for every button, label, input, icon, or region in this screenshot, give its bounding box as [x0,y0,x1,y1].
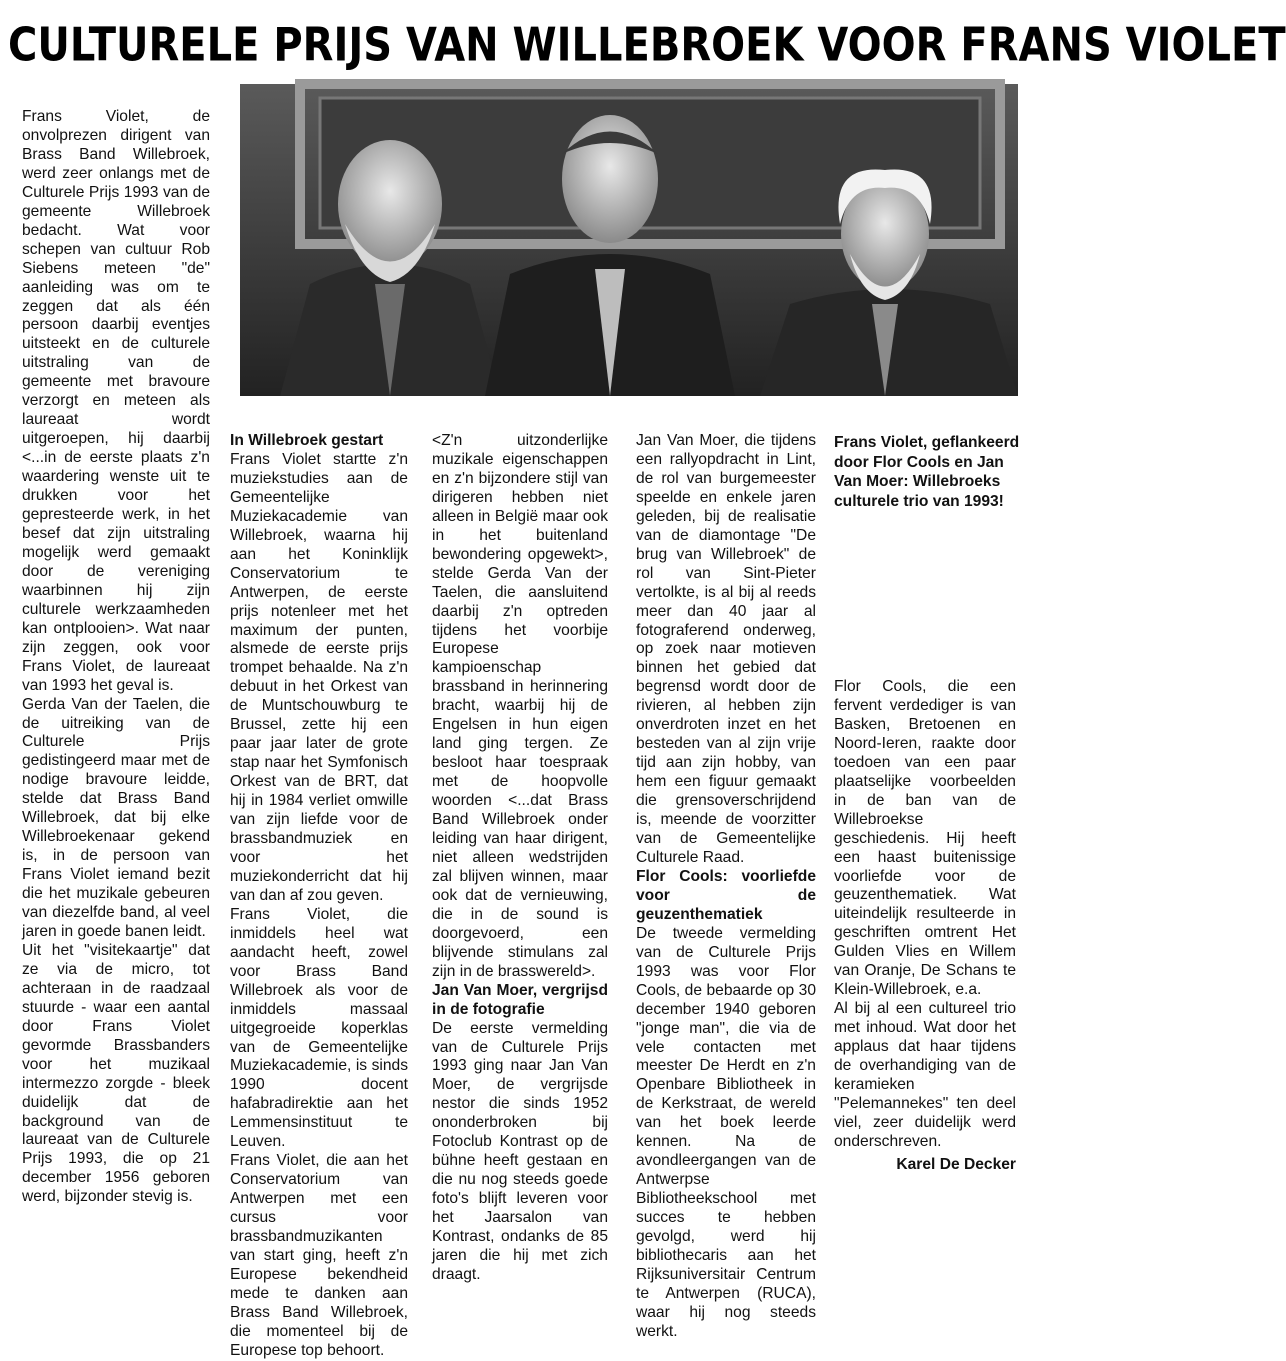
quote-paragraph: <Z'n uitzonderlijke muzikale eigenschappen en z'n bijzondere stijl van dirigeren hebben niet alleen in België maar ook in het buitenland bewondering opgewekt>, stelde Gerda Van der Taelen, die aansluitend daarbij z'n optreden tijdens het voorbije Europese kampioenschap brassband in herinnering bracht, waarbij hij de Engelsen in hun eigen land ging tergen. Ze besloot haar toespraak met de hoopvolle woorden <...dat Brass Band Willebroek onder leiding van haar dirigent, niet alleen wedstrijden zal blijven winnen, maar ook dat de vernieuwing, die in de sound is doorgevoerd, een blijvende stimulans zal zijn in de brasswereld>. [432,432,608,980]
photo-caption: Frans Violet, geflankeerd door Flor Cools en Jan Van Moer: Willebroeks culturele trio van 1993! [834,434,1020,510]
column-2 [230,432,408,1361]
subheading-flor-cools: Flor Cools: voorliefde voor de geuzenthematiek [636,867,816,923]
verdediger-paragraph: Flor Cools, die een fervent verdediger is van Basken, Bretoenen en Noord-Ieren, raakte door toedoen van een paar plaatselijke voorbeelden in de ban van de Willebroekse geschiedenis. Hij heeft een haast buitenissige voorliefde voor de geuzenthematiek. Wat uiteindelijk resulteerde in geschriften omtrent Het Gulden Vlies en Willem van Oranje, De Schans te Klein-Willebroek, e.a. [834,678,1016,999]
press-photo [240,84,1018,396]
conservatorium-paragraph: Frans Violet, die aan het Conservatorium van Antwerpen met een cursus voor brassbandmuzikanten van start ging, heeft z'n Europese bekendheid mede te danken aan Brass Band Willebroek, die momenteel bij de Europese top behoort. [230,1152,408,1359]
author-signature: Karel De Decker [896,1155,1016,1173]
photo-three-men-icon [240,84,1018,396]
intro-paragraph: Frans Violet, de onvolprezen dirigent van Brass Band Willebroek, werd zeer onlangs met de Culturele Prijs 1993 van de gemeente Willebroek bedacht. Wat voor schepen van cultuur Rob Siebens meteen "de" aanleiding was om te zeggen dat als één persoon daarbij eventjes uitsteekt en de culturele uitstraling van de gemeente met bravoure verzorgt en meteen als laureaat wordt uitgeroepen, hij daarbij <...in de eerste plaats z'n waardering wenste uit te drukken voor het gepresteerde werk, in het besef dat zijn uitstraling mogelijk werd gemaakt door de vereniging waarbinnen hij zijn culturele werkzaamheden kan ontplooien>. Wat naar zijn zeggen, ook voor Frans Violet, de laureaat van 1993 het geval is. [22,108,210,694]
startte-paragraph: Frans Violet startte z'n muziekstudies aan de Gemeentelijke Muziekacademie van Willebroek, waarna hij aan het Koninklijk Conservatorium te Antwerpen, de eerste prijs notenleer met het maximum der punten, alsmede de eerste prijs trompet behaalde. Na z'n debuut in het Orkest van de Muntschouwburg te Brussel, zette hij een paar jaar later de grote stap naar het Symfonisch Orkest van de BRT, dat hij in 1984 verliet omwille van zijn liefde voor de brassbandmuziek en voor het muziekonderricht dat hij van dan af zou geven. [230,450,408,904]
inmiddels-paragraph: Frans Violet, die inmiddels heel wat aandacht heeft, zowel voor Brass Band Willebroek als voor de inmiddels massaal uitgegroeide koperklas van de Gemeentelijke Muziekacademie, is sinds 1990 docent hafabradirektie aan het Lemmensinstituut te Leuven. [230,905,408,1151]
trio-paragraph: Al bij al een cultureel trio met inhoud. Wat door het applaus dat haar tijdens de overhandiging van de keramieken "Pelemannekes" ten deel viel, zeer duidelijk werd onderschreven. [834,1000,1016,1150]
headline: CULTURELE PRIJS VAN WILLEBROEK VOOR FRANS VIOLET [8,19,1286,73]
visitekaartje-paragraph: Uit het "visitekaartje" dat ze via de micro, tot achteraan in de raadzaal stuurde - waar een aantal door Frans Violet gevormde Brassbanders voor het muzikaal intermezzo zorgde - bleek duidelijk dat de background van de laureaat van de Culturele Prijs 1993, die op 21 december 1956 geboren werd, bijzonder stevig is. [22,941,210,1206]
gerda-paragraph: Gerda Van der Taelen, die de uitreiking van de Culturele Prijs gedistingeerd maar met de nodige bravoure leidde, stelde dat Brass Band Willebroek, dat bij elke Willebroekenaar gekend is, in de persoon van Frans Violet iemand bezit die het muzikale gebeuren van diezelfde band, al veel jaren in goede banen leidt. [22,695,210,940]
tweede-vermelding-paragraph: De tweede vermelding van de Culturele Prijs 1993 was voor Flor Cools, de bebaarde op 30 december 1940 geboren "jonge man", die via de vele contacten met meester De Herdt en z'n Openbare Bibliotheek in de Kerkstraat, de wereld van het boek leerde kennen. Na de avondleergangen van de Antwerpse Bibliotheekschool met succes te hebben gevolgd, werd hij bibliothecaris aan het Rijksuniversitair Centrum te Antwerpen (RUCA), waar hij nog steeds werkt. [636,924,816,1340]
column-5 [834,678,1016,1175]
column-4 [636,432,816,1342]
column-3 [432,432,608,1285]
subheading-jan-van-moer: Jan Van Moer, vergrijsd in de fotografie [432,981,608,1018]
rally-paragraph: Jan Van Moer, die tijdens een rallyopdracht in Lint, de rol van burgemeester speelde en enkele jaren geleden, bij de realisatie van de diamontage "De brug van Willebroek" de rol van Sint-Pieter vertolkte, is al bij al reeds meer dan 40 jaar al fotograferend onderweg, op zoek naar motieven binnen het gebied dat begrensd wordt door de rivieren, al hebben zijn onverdroten inzet en het besteden van al zijn vrije tijd aan zijn hobby, van hem een figuur gemaakt die grensoverschrijdend is, meende de voorzitter van de Gemeentelijke Culturele Raad. [636,432,816,866]
subheading-willebroek: In Willebroek gestart [230,432,384,449]
eerste-vermelding-paragraph: De eerste vermelding van de Culturele Prijs 1993 ging naar Jan Van Moer, de vergrijsde nestor die sinds 1952 ononderbroken bij Fotoclub Kontrast op de bühne heeft gestaan en die nu nog steeds goede foto's blijft leveren voor het Jaarsalon van Kontrast, ondanks de 85 jaren die hij met zich draagt. [432,1019,608,1283]
column-1 [22,108,210,1207]
